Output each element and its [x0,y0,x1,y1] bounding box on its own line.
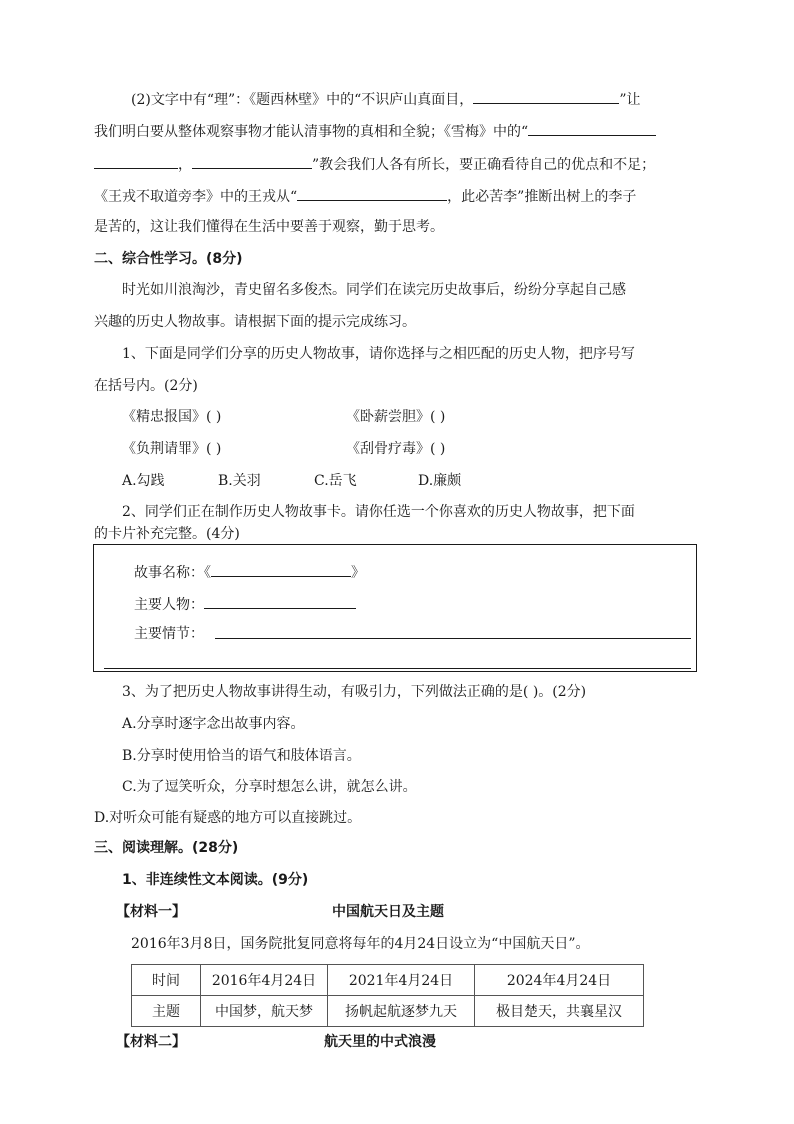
table-row [132,996,644,1027]
material-1-title: 中国航天日及主题 [332,904,444,920]
card-story-name-row [134,561,365,583]
card-plot-label: 主要情节： [134,626,204,642]
option-b: B.关羽 [218,473,261,489]
option-c: C.岳飞 [314,473,357,489]
answer-blank-4[interactable] [192,153,312,169]
table-cell: 中国梦，航天梦 [201,996,328,1027]
q3-option-d: D.对听众可能有疑惑的地方可以直接跳过。 [94,810,362,826]
section-2-intro-line-2: 兴趣的历史人物故事。请根据下面的提示完成练习。 [94,314,416,330]
section-2-intro-line-1: 时光如川浪淘沙，青史留名多俊杰。同学们在读完历史故事后，纷纷分享起自己感 [122,282,626,298]
card-plot-field-line-2[interactable] [104,668,691,669]
card-plot-field-line-1[interactable] [215,638,691,639]
poem-line-1-text: (2)文字中有“理”：《题西林壁》中的“不识庐山真面目， [131,92,474,108]
table-cell: 2021年4月24日 [328,965,475,996]
table-cell: 极目楚天，共襄星汉 [475,996,644,1027]
table-cell: 2016年4月24日 [201,965,328,996]
poem-line-4 [94,185,636,207]
answer-blank-1[interactable] [473,88,619,104]
poem-line-5: 是苦的，这让我们懂得在生活中要善于观察，勤于思考。 [94,219,444,235]
answer-blank-3[interactable] [94,153,178,169]
q3-option-c: C.为了逗笑听众，分享时想怎么讲，就怎么讲。 [122,779,417,795]
story-guagu-liaodu[interactable]: 《刮骨疗毒》( ) [346,441,446,457]
story-fujing-qingzui[interactable]: 《负荆请罪》( ) [122,441,222,457]
material-1-text: 2016年3月8日，国务院批复同意将每年的4月24日设立为“中国航天日”。 [131,936,590,952]
answer-blank-5[interactable] [297,185,447,201]
material-2-tag: 【材料二】 [116,1034,186,1050]
poem-line-3 [94,153,655,175]
poem-line-2-text: 我们明白要从整体观察事物才能认清事物的真相和全貌；《雪梅》中的“ [94,124,529,140]
section-2-heading: 二、综合性学习。(8分) [94,251,243,267]
answer-blank-2[interactable] [528,120,656,136]
poem-line-1 [131,88,640,110]
question-2-line-2: 的卡片补充完整。(4分) [94,526,240,542]
poem-line-1-tail: ”让 [619,92,641,108]
question-2-line-1: 2、同学们正在制作历史人物故事卡。请你任选一个你喜欢的历史人物故事，把下面 [122,504,635,520]
card-story-name-close: 》 [351,565,365,581]
material-2-title: 航天里的中式浪漫 [324,1034,436,1050]
poem-line-3-comma: ， [178,157,192,173]
poem-line-3-text: ”教会我们人各有所长，要正确看待自己的优点和不足； [312,157,656,173]
option-d: D.廉颇 [418,473,462,489]
q3-option-b: B.分享时使用恰当的语气和肢体语言。 [122,748,361,764]
poem-line-2 [94,120,656,142]
card-plot-row [134,624,204,644]
card-story-name-field[interactable] [211,561,351,577]
card-person-row [134,593,356,615]
card-story-name-label: 故事名称：《 [134,565,211,581]
question-1-line-1: 1、下面是同学们分享的历史人物故事，请你选择与之相匹配的历史人物，把序号写 [122,346,635,362]
section-3-heading: 三、阅读理解。(28分) [94,840,239,856]
q3-option-a: A.分享时逐字念出故事内容。 [122,716,305,732]
question-3: 3、为了把历史人物故事讲得生动，有吸引力，下列做法正确的是( )。(2分) [122,684,587,700]
card-person-field[interactable] [204,593,356,609]
story-jingzhong-baoguo[interactable]: 《精忠报国》( ) [122,409,222,425]
poem-line-4-text: 《王戎不取道旁李》中的王戎从“ [94,189,298,205]
material-1-tag: 【材料一】 [116,904,186,920]
table-cell: 扬帆起航逐梦九天 [328,996,475,1027]
table-cell: 主题 [132,996,201,1027]
table-cell: 时间 [132,965,201,996]
option-a: A.勾践 [122,473,165,489]
section-3-sub-1: 1、非连续性文本阅读。(9分) [122,872,309,888]
space-day-table [131,964,644,1027]
table-cell: 2024年4月24日 [475,965,644,996]
story-woxin-changdan[interactable]: 《卧薪尝胆》( ) [346,409,446,425]
poem-line-4-tail: ，此必苦李”推断出树上的李子 [447,189,637,205]
card-person-label: 主要人物： [134,597,204,613]
question-1-line-2: 在括号内。(2分) [94,378,198,394]
table-row [132,965,644,996]
